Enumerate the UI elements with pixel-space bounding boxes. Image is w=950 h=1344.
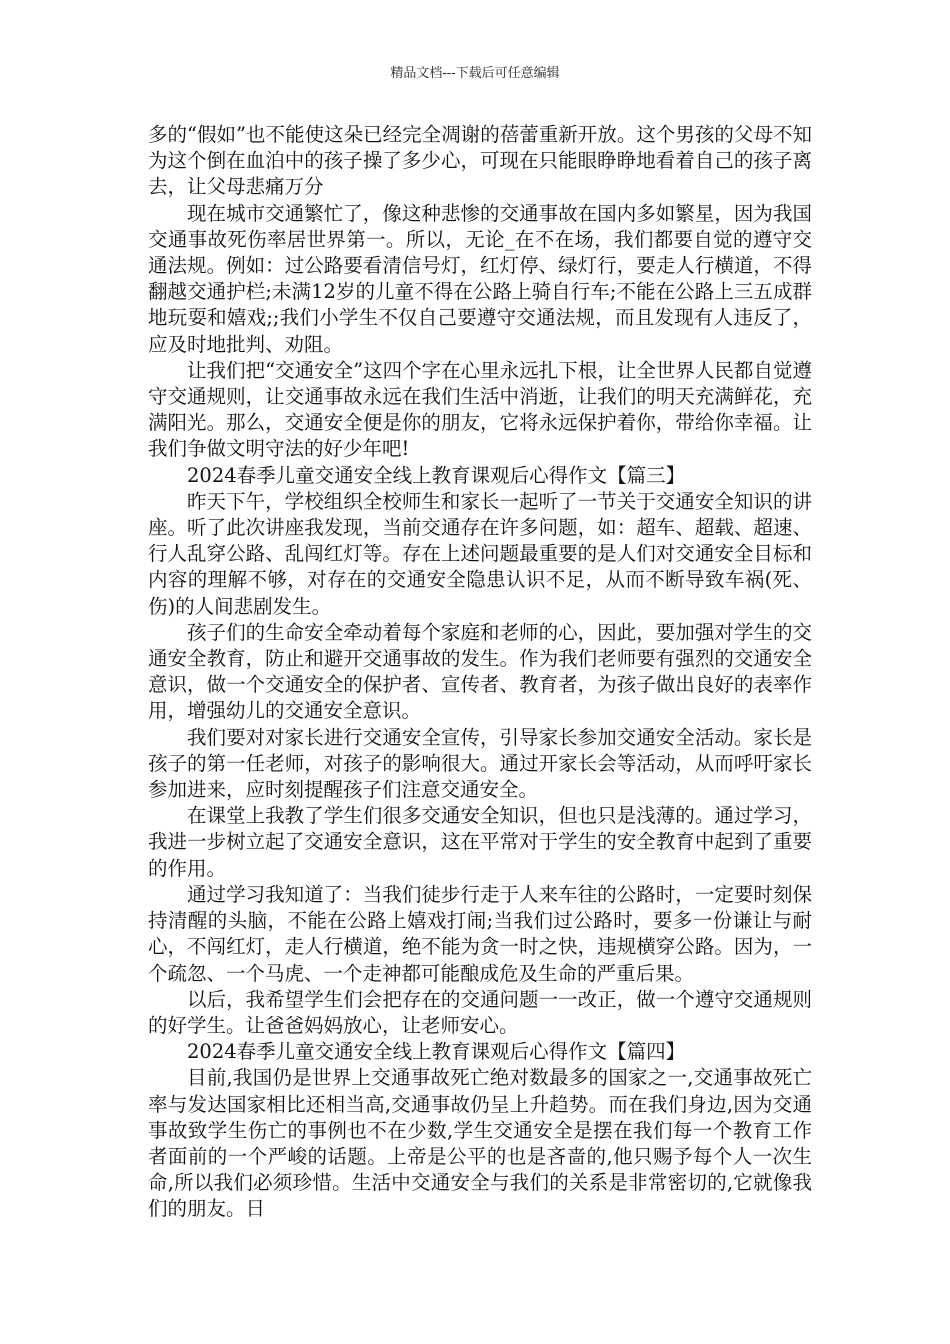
section-heading: 2024春季儿童交通安全线上教育课观后心得作文【篇四】 xyxy=(187,1040,686,1064)
paragraph-continued: 多的“假如”也不能使这朵已经完全凋谢的蓓蕾重新开放。这个男孩的父母不知为这个倒在血泊中的孩子操了多少心，可现在只能眼睁睁地看着自己的孩子离去，让父母悲痛万分 xyxy=(148,123,812,199)
paragraph: 昨天下午，学校组织全校师生和家长一起听了一节关于交通安全知识的讲座。听了此次讲座我发现，当前交通存在许多问题，如：超车、超载、超速、行人乱穿公路、乱闯红灯等。存在上述问题最重要的是人们对交通安全目标和内容的理解不够，对存在的交通安全隐患认识不足，从而不断导致车祸(死、伤)的人间悲剧发生。 xyxy=(148,489,812,618)
document-body xyxy=(148,122,812,1223)
paragraph: 以后，我希望学生们会把存在的交通问题一一改正，做一个遵守交通规则的好学生。让爸爸妈妈放心，让老师安心。 xyxy=(148,987,812,1037)
paragraph: 目前,我国仍是世界上交通事故死亡绝对数最多的国家之一,交通事故死亡率与发达国家相比还相当高,交通事故仍呈上升趋势。而在我们身边,因为交通事故致学生伤亡的事例也不在少数,学生交通安全是摆在我们每一个教育工作者面前的一个严峻的话题。上帝是公平的也是吝啬的,他只赐予每个人一次生命,所以我们必须珍惜。生活中交通安全与我们的关系是非常密切的,它就像我们的朋友。日 xyxy=(148,1066,812,1221)
paragraph: 孩子们的生命安全牵动着每个家庭和老师的心，因此，要加强对学生的交通安全教育，防止和避开交通事故的发生。作为我们老师要有强烈的交通安全意识，做一个交通安全的保护者、宣传者、教育者，为孩子做出良好的表率作用，增强幼儿的交通安全意识。 xyxy=(148,620,812,723)
paragraph: 在课堂上我教了学生们很多交通安全知识，但也只是浅薄的。通过学习，我进一步树立起了交通安全意识，这在平常对于学生的安全教育中起到了重要的作用。 xyxy=(148,804,812,880)
paragraph: 现在城市交通繁忙了，像这种悲惨的交通事故在国内多如繁星，因为我国交通事故死伤率居世界第一。所以，无论_在不在场，我们都要自觉的遵守交通法规。例如：过公路要看清信号灯，红灯停、绿灯行，要走人行横道，不得翻越交通护栏;未满12岁的儿童不得在公路上骑自行车;不能在公路上三五成群地玩耍和嬉戏;;我们小学生不仅自己要遵守交通法规，而且发现有人违反了，应及时地批判、劝阻。 xyxy=(148,201,812,356)
paragraph: 通过学习我知道了：当我们徒步行走于人来车往的公路时，一定要时刻保持清醒的头脑，不能在公路上嬉戏打闹;当我们过公路时，要多一份谦让与耐心，不闯红灯，走人行横道，绝不能为贪一时之快，违规横穿公路。因为，一个疏忽、一个马虎、一个走神都可能酿成危及生命的严重后果。 xyxy=(148,882,812,985)
page-header: 精品文档---下载后可任意编辑 xyxy=(390,66,560,81)
section-heading: 2024春季儿童交通安全线上教育课观后心得作文【篇三】 xyxy=(187,463,686,487)
paragraph: 我们要对对家长进行交通安全宣传，引导家长参加交通安全活动。家长是孩子的第一任老师，对孩子的影响很大。通过开家长会等活动，从而呼吁家长参加进来，应时刻提醒孩子们注意交通安全。 xyxy=(148,725,812,802)
paragraph: 让我们把“交通安全”这四个字在心里永远扎下根，让全世界人民都自觉遵守交通规则，让交通事故永远在我们生活中消逝，让我们的明天充满鲜花，充满阳光。那么，交通安全便是你的朋友，它将永远保护着你，带给你幸福。让我们争做文明守法的好少年吧! xyxy=(148,358,812,461)
